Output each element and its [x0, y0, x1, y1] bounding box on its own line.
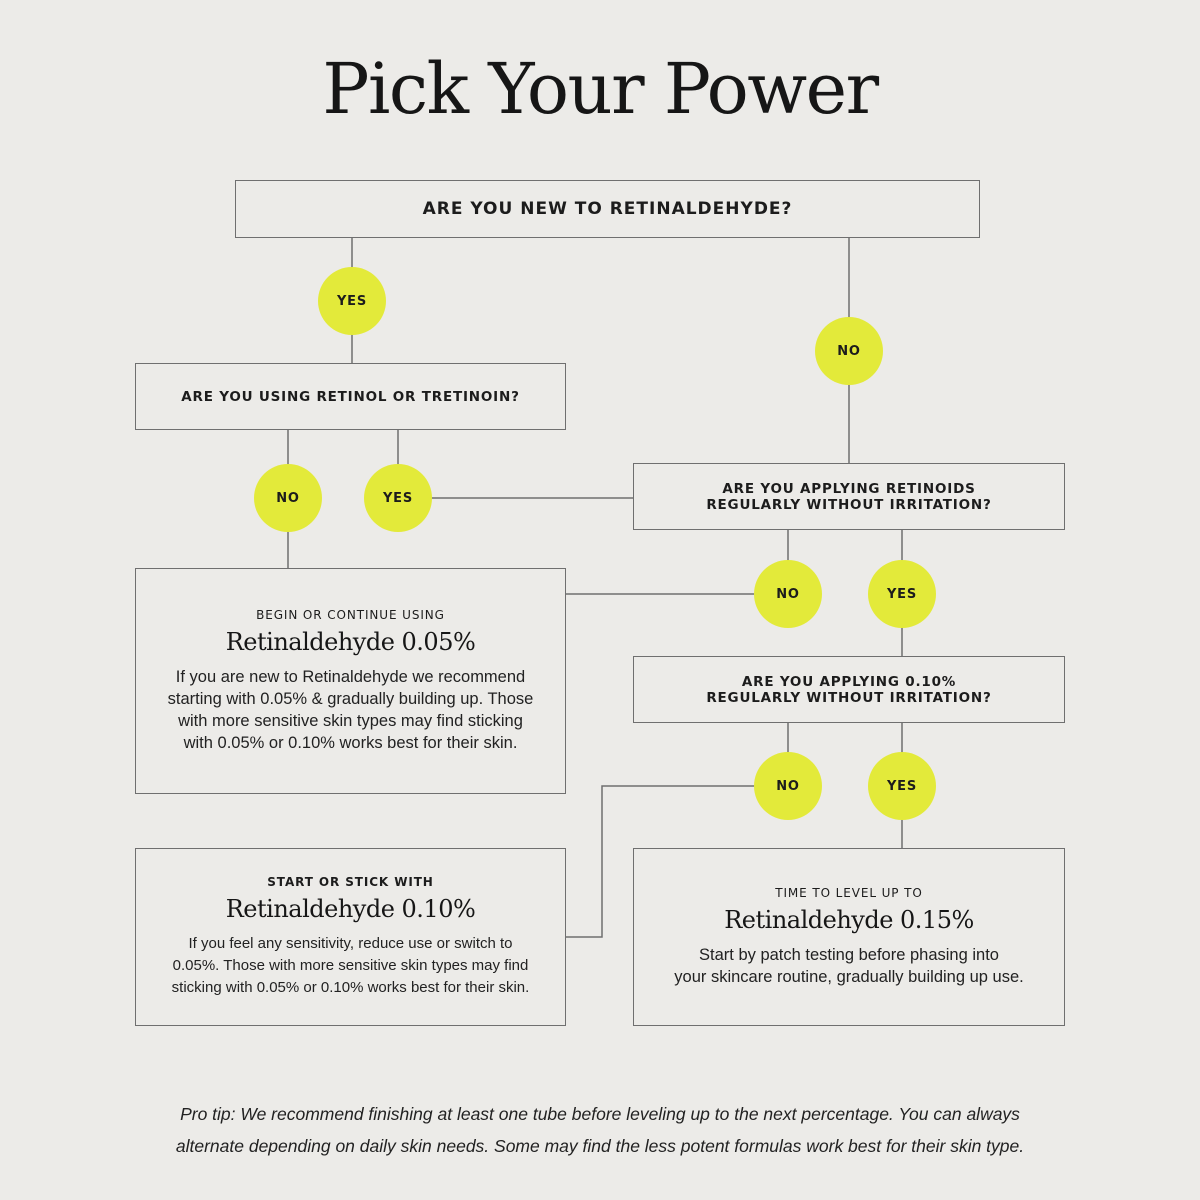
result-product: Retinaldehyde 0.05%: [225, 628, 476, 656]
result-label: START OR STICK WITH: [267, 875, 434, 889]
result-description-line: sticking with 0.05% or 0.10% works best for their skin.: [171, 979, 530, 996]
pro-tip-line2: alternate depending on daily skin needs. Some may find the less potent formulas work best for their skin type.: [175, 1136, 1025, 1156]
answer-label: NO: [837, 343, 861, 359]
answer-label: YES: [886, 778, 918, 794]
answer-label: NO: [776, 586, 800, 602]
result-description-line: If you feel any sensitivity, reduce use or switch to: [188, 935, 513, 952]
answer-yes-q3: [868, 560, 936, 628]
result-retinaldehyde-015: [633, 848, 1065, 1026]
result-description-line: with 0.05% or 0.10% works best for their skin.: [183, 734, 518, 752]
answer-label: YES: [382, 490, 414, 506]
answer-label: NO: [276, 490, 300, 506]
result-description-line: starting with 0.05% & gradually building up. Those: [167, 690, 534, 708]
answer-no-q1: [815, 317, 883, 385]
page-title: Pick Your Power: [322, 48, 878, 130]
result-product: Retinaldehyde 0.15%: [724, 906, 974, 934]
answer-label: NO: [776, 778, 800, 794]
result-description-line: with more sensitive skin types may find sticking: [178, 712, 523, 730]
result-description-line: Start by patch testing before phasing into: [699, 946, 999, 964]
pro-tip: [0, 1098, 1200, 1162]
question-retinol-or-tretinoin: [135, 363, 566, 430]
question-text-line2: REGULARLY WITHOUT IRRITATION?: [706, 496, 992, 513]
question-text: ARE YOU NEW TO RETINALDEHYDE?: [422, 199, 793, 219]
result-description-line: your skincare routine, gradually building up use.: [674, 968, 1024, 986]
result-retinaldehyde-005: [135, 568, 566, 794]
result-label: TIME TO LEVEL UP TO: [775, 886, 923, 900]
answer-no-q3: [754, 560, 822, 628]
question-applying-010: [633, 656, 1065, 723]
question-text-line1: ARE YOU APPLYING 0.10%: [741, 673, 957, 690]
answer-yes-q4: [868, 752, 936, 820]
question-text-line2: REGULARLY WITHOUT IRRITATION?: [706, 689, 992, 706]
result-description-line: 0.05%. Those with more sensitive skin types may find: [172, 957, 529, 974]
answer-label: YES: [336, 293, 368, 309]
question-text-line1: ARE YOU APPLYING RETINOIDS: [722, 480, 976, 497]
answer-no-q4: [754, 752, 822, 820]
answer-label: YES: [886, 586, 918, 602]
result-retinaldehyde-010: [135, 848, 566, 1026]
result-product: Retinaldehyde 0.10%: [225, 895, 476, 923]
answer-yes-q2: [364, 464, 432, 532]
pro-tip-line1: Pro tip: We recommend finishing at least one tube before leveling up to the next percentage. You can always: [180, 1104, 1020, 1124]
result-label: BEGIN OR CONTINUE USING: [256, 608, 445, 622]
answer-no-q2: [254, 464, 322, 532]
question-applying-retinoids: [633, 463, 1065, 530]
answer-yes-q1: [318, 267, 386, 335]
result-description-line: If you are new to Retinaldehyde we recommend: [175, 668, 526, 686]
question-new-to-retinaldehyde: [235, 180, 980, 238]
question-text: ARE YOU USING RETINOL OR TRETINOIN?: [181, 388, 520, 405]
